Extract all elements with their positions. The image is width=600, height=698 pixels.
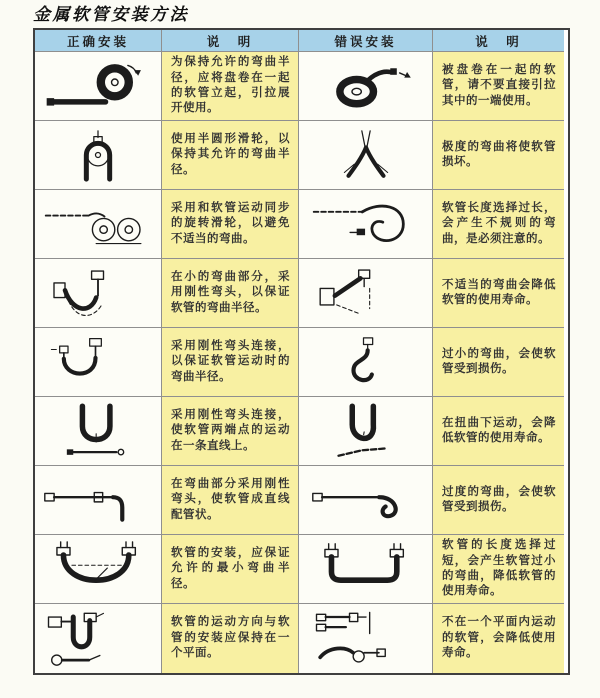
semicircular-pulley-guide-icon	[48, 125, 148, 185]
wrong-description: 不适当的弯曲会降低软管的使用寿命。	[442, 278, 556, 306]
coiled-hose-pulled-from-end-icon	[310, 57, 422, 115]
wrong-description-cell	[433, 397, 564, 466]
correct-illustration-cell	[35, 259, 162, 328]
improper-angled-bend-icon	[311, 264, 421, 322]
table-row	[35, 397, 568, 466]
rigid-elbow-at-small-bend-icon	[43, 264, 153, 322]
table-row	[35, 121, 568, 190]
wrong-illustration-cell	[299, 190, 433, 259]
correct-description-cell	[162, 259, 299, 328]
wrong-description-cell	[433, 259, 564, 328]
header-description-wrong: 说 明	[433, 30, 564, 52]
correct-description-cell	[162, 328, 299, 397]
minimum-bend-radius-u-icon	[42, 539, 154, 599]
wrong-illustration-cell	[299, 52, 433, 121]
correct-description: 软管的运动方向与软管的安装应保持在一个平面。	[171, 616, 290, 660]
rigid-elbow-u-connection-icon	[48, 332, 148, 392]
table-row	[35, 52, 568, 121]
page-title: 金属软管安装方法	[33, 5, 189, 25]
table-row	[35, 328, 568, 397]
wrong-description: 不在一个平面内运动的软管，会降低使用寿命。	[442, 616, 556, 660]
wrong-illustration-cell	[299, 259, 433, 328]
table-row	[35, 535, 568, 604]
correct-illustration-cell	[35, 535, 162, 604]
too-short-flat-u-icon	[310, 539, 422, 599]
header-description-correct: 说 明	[162, 30, 299, 52]
wrong-description-cell	[433, 535, 564, 604]
correct-description-cell	[162, 604, 299, 673]
header-correct-installation: 正确安装	[35, 30, 162, 52]
wrong-description: 被盘卷在一起的软管，请不要直接引拉其中的一端使用。	[442, 63, 556, 107]
table-row	[35, 259, 568, 328]
wrong-description-cell	[433, 190, 564, 259]
table-row	[35, 190, 568, 259]
correct-description: 采用和软管运动同步的旋转滑轮，以避免不适当的弯曲。	[171, 201, 290, 245]
wrong-description: 软管长度选择过长，会产生不规则的弯曲，是必须注意的。	[442, 201, 556, 245]
too-small-bend-hook-icon	[316, 332, 416, 392]
wrong-description: 过小的弯曲，会使软管受到损伤。	[442, 347, 556, 375]
excessive-end-bend-icon	[310, 471, 422, 529]
wrong-description-cell	[433, 121, 564, 190]
extreme-sharp-bend-icon	[316, 125, 416, 185]
correct-illustration-cell	[35, 328, 162, 397]
wrong-illustration-cell	[299, 121, 433, 190]
wrong-description: 极度的弯曲将使软管损坏。	[442, 140, 556, 168]
correct-illustration-cell	[35, 466, 162, 535]
wrong-description-cell	[433, 604, 564, 673]
correct-description: 采用刚性弯头连接，使软管两端点的运动在一条直线上。	[171, 408, 290, 452]
correct-description: 为保持允许的弯曲半径，应将盘卷在一起的软管立起，引拉展开使用。	[171, 56, 290, 115]
wrong-description: 在扭曲下运动，会降低软管的使用寿命。	[442, 416, 556, 444]
installation-guide-table	[33, 28, 570, 675]
correct-description-cell	[162, 466, 299, 535]
table-row	[35, 466, 568, 535]
correct-description-cell	[162, 190, 299, 259]
wrong-illustration-cell	[299, 397, 433, 466]
correct-description-cell	[162, 397, 299, 466]
wrong-description-cell	[433, 466, 564, 535]
table-row	[35, 604, 568, 673]
correct-description-cell	[162, 535, 299, 604]
straight-piping-with-rigid-elbow-icon	[42, 471, 154, 529]
correct-illustration-cell	[35, 121, 162, 190]
wrong-illustration-cell	[299, 466, 433, 535]
wrong-illustration-cell	[299, 604, 433, 673]
table-header-row	[35, 30, 568, 52]
single-plane-motion-hose-icon	[43, 608, 153, 670]
synchronized-rotating-pulleys-icon	[42, 195, 154, 253]
multi-plane-motion-hose-icon	[311, 608, 421, 670]
wrong-description-cell	[433, 328, 564, 397]
correct-illustration-cell	[35, 52, 162, 121]
correct-illustration-cell	[35, 604, 162, 673]
header-wrong-installation: 错误安装	[299, 30, 433, 52]
correct-description: 软管的安装，应保证允许的最小弯曲半径。	[171, 546, 290, 590]
correct-description-cell	[162, 121, 299, 190]
wrong-illustration-cell	[299, 535, 433, 604]
coiled-hose-stood-up-icon	[42, 57, 154, 115]
correct-description: 使用半圆形滑轮，以保持其允许的弯曲半径。	[171, 132, 290, 176]
over-long-hose-irregular-loop-icon	[310, 195, 422, 253]
wrong-illustration-cell	[299, 328, 433, 397]
correct-description: 在小的弯曲部分，采用刚性弯头，以保证软管的弯曲半径。	[171, 270, 290, 314]
correct-illustration-cell	[35, 397, 162, 466]
wrong-description: 软管的长度选择过短，会产生软管过小的弯曲，降低软管的使用寿命。	[442, 539, 556, 598]
wrong-description-cell	[433, 52, 564, 121]
u-hose-twisted-motion-icon	[311, 401, 421, 461]
correct-description: 在弯曲部分采用刚性弯头，使软管成直线配管状。	[171, 477, 290, 521]
correct-illustration-cell	[35, 190, 162, 259]
correct-description: 采用刚性弯头连接，以保证软管运动时的弯曲半径。	[171, 339, 290, 383]
wrong-description: 过度的弯曲，会使软管受到损伤。	[442, 485, 556, 513]
u-hose-straight-line-motion-icon	[43, 401, 153, 461]
correct-description-cell	[162, 52, 299, 121]
